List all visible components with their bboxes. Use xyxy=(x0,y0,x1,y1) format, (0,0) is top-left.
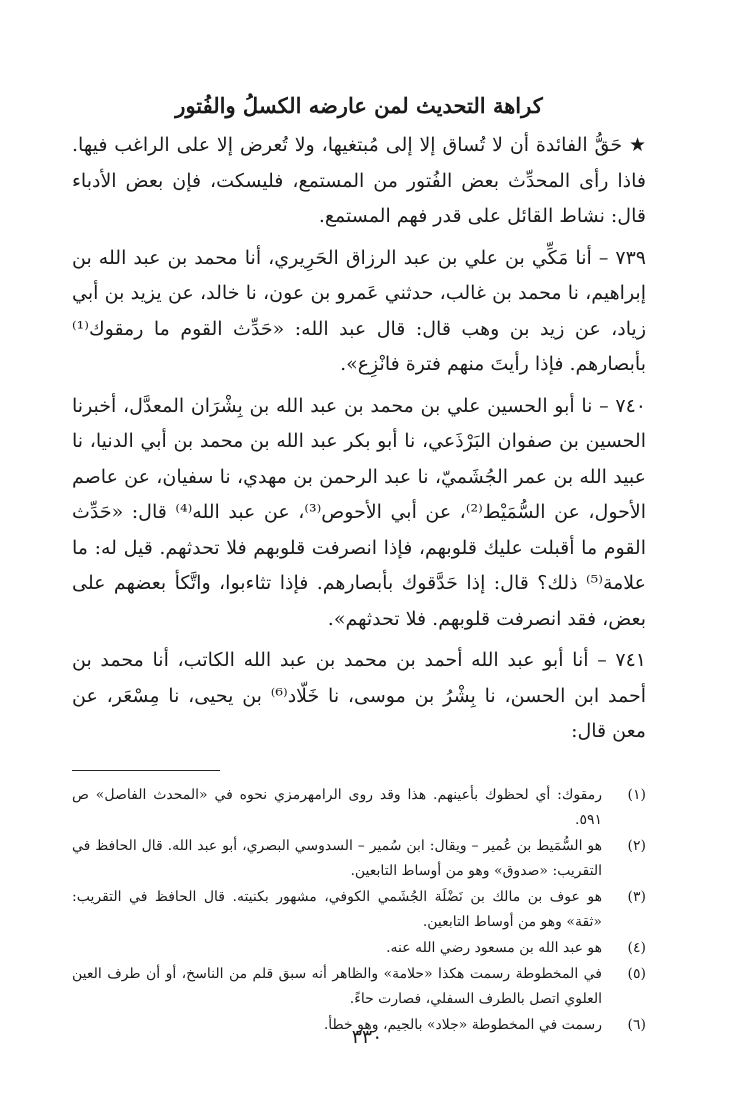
footnote-5 xyxy=(72,962,646,1012)
footnote-text: في المخطوطة رسمت هكذا «حلامة» والظاهر أنه سبق قلم من الناسخ، أو أن طرف العين العلوي اتصل بالطرف السفلي، فصارت حاءً. xyxy=(72,965,602,1007)
footnote-number: (٥) xyxy=(627,965,646,982)
footnote-divider xyxy=(72,770,220,771)
hadith-741-paragraph: ٧٤١ – أنا أبو عبد الله أحمد بن محمد بن عبد الله الكاتب، أنا محمد بن أحمد ابن الحسن، نا بِشْرُ بن موسى، نا خَلّاد⁽⁶⁾ بن يحيى، نا مِسْعَر، عن معن قال: xyxy=(72,649,646,742)
footnote-1 xyxy=(72,783,646,833)
hadith-739-paragraph: ٧٣٩ – أنا مَكِّي بن علي بن عبد الرزاق الحَرِيري، أنا محمد بن عبد الله بن إبراهيم، نا محمد بن غالب، حدثني عَمرو بن عون، نا خالد، عن يزيد بن أبي زياد، عن زيد بن وهب قال: قال عبد الله: «حَدِّث القوم ما رمقوك⁽¹⁾ بأبصارهم. فإذا رأيتَ منهم فترة فانْزِع». xyxy=(72,246,646,375)
footnote-number: (٣) xyxy=(627,888,646,905)
footnote-2 xyxy=(72,834,646,884)
footnote-text: رمقوك: أي لحظوك بأعينهم. هذا وقد روى الرامهرمزي نحوه في «المحدث الفاصل» ص ٥٩١. xyxy=(72,786,602,828)
hadith-740-paragraph: ٧٤٠ – نا أبو الحسين علي بن محمد بن عبد الله بن بِشْرَان المعدَّل، أخبرنا الحسين بن صفوان البَرْذَعي، نا أبو بكر عبد الله بن محمد بن أبي الدنيا، نا عبيد الله بن عمر الجُشَميّ، نا عبد الرحمن بن مهدي، نا سفيان، عن عاصم الأحول، عن السُّمَيْط⁽²⁾، عن أبي الأحوص⁽³⁾، عن عبد الله⁽⁴⁾ قال: «حَدِّث القوم ما أقبلت عليك قلوبهم، فإذا انصرفت قلوبهم فلا تحدثهم. قيل له: ما علامة⁽⁵⁾ ذلك؟ قال: إذا حَدَّقوك بأبصارهم. فإذا تثاءبوا، واتَّكأ بعضهم على بعض، فقد انصرفت قلوبهم. فلا تحدثهم». xyxy=(72,394,646,630)
footnote-text: هو السُّمَيط بن عُمير – ويقال: ابن سُمير – السدوسي البصري، أبو عبد الله. قال الحافظ في التقريب: «صدوق» وهو من أوساط التابعين. xyxy=(72,837,602,879)
document-page xyxy=(72,88,646,1039)
footnote-text: هو عوف بن مالك بن نَضْلَة الجُشَمي الكوفي، مشهور بكنيته. قال الحافظ في التقريب: «ثقة» وهو من أوساط التابعين. xyxy=(72,888,602,930)
footnote-text: رسمت في المخطوطة «جلاد» بالجيم، وهو خطأ. xyxy=(323,1016,602,1033)
footnote-text: هو عبد الله بن مسعود رضي الله عنه. xyxy=(386,939,602,956)
footnote-4 xyxy=(72,936,646,961)
footnote-number: (١) xyxy=(627,786,646,803)
footnote-number: (٢) xyxy=(627,837,646,854)
footnote-number: (٦) xyxy=(627,1016,646,1033)
footnote-3 xyxy=(72,885,646,935)
footnotes xyxy=(72,783,646,1038)
intro-paragraph: ★ حَقُّ الفائدة أن لا تُساق إلا إلى مُبتغيها، ولا تُعرض إلا على الراغب فيها. فاذا رأى المحدِّث بعض الفُتور من المستمع، فليسكت، فإن بعض الأدباء قال: نشاط القائل على قدر فهم المستمع. xyxy=(72,134,646,227)
section-title: كراهة التحديث لمن عارضه الكسلُ والفُتور xyxy=(175,93,543,118)
page-number: ٣٣٠ xyxy=(351,1026,383,1048)
footnote-number: (٤) xyxy=(627,939,646,956)
